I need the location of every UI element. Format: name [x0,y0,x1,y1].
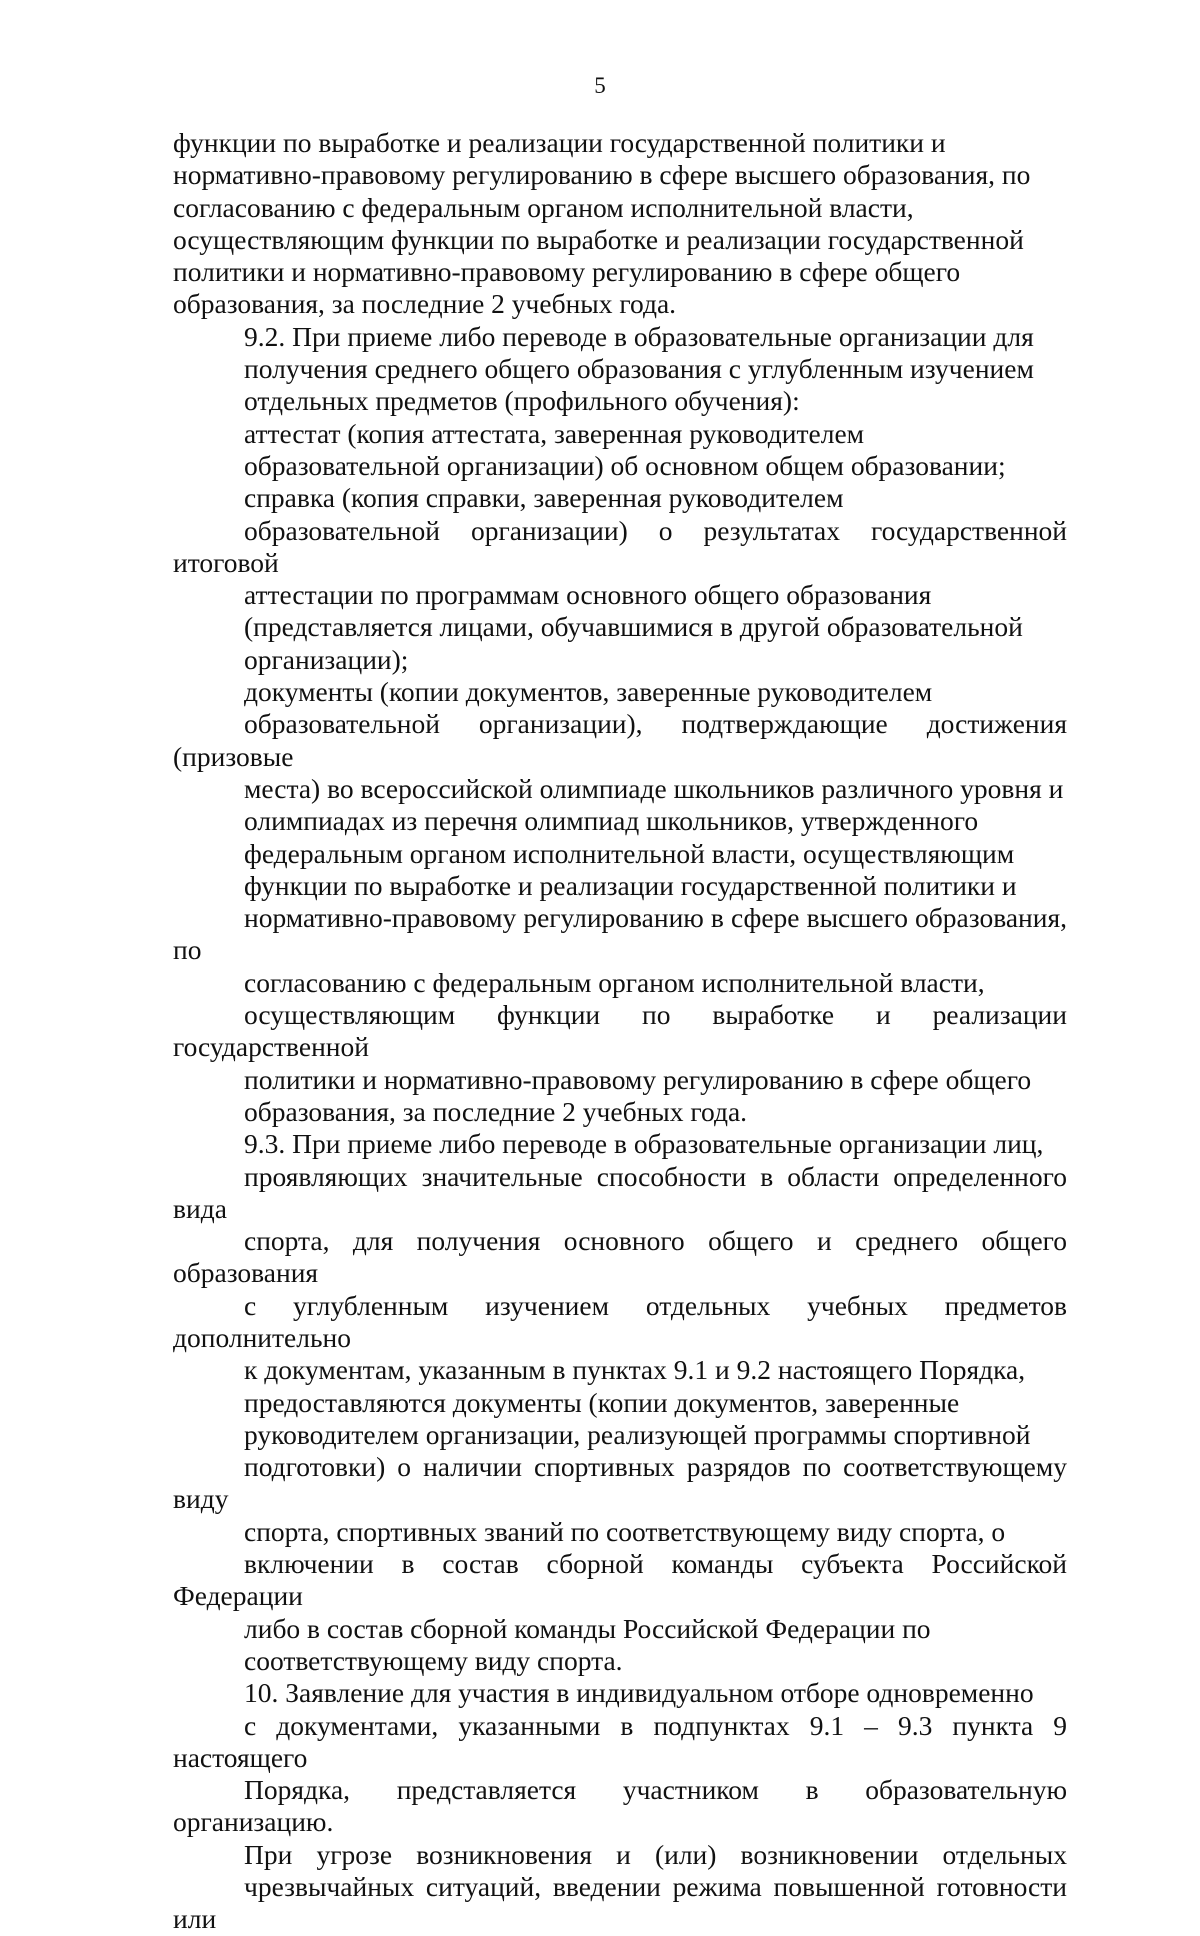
text-line: образовательной организации) об основном общем образовании; [244,449,1006,481]
text-line: включении в состав сборной команды субъекта Российской Федерации [173,1548,1067,1612]
page-number: 5 [594,73,606,98]
text-line: осуществляющим функции по выработке и реализации государственной [173,999,1067,1063]
paragraph-achievements [173,676,1067,1128]
text-line: политики и нормативно-правовому регулированию в сфере общего [244,1063,1032,1095]
text-line: нормативно-правовому регулированию в сфере высшего образования, по [173,159,1031,191]
text-line: отдельных предметов (профильного обучения): [244,385,800,417]
text-line: согласованию с федеральным органом исполнительной власти, [173,191,914,223]
text-line: нормативно-правовому регулированию в сфере высшего образования, по [173,902,1067,966]
text-line: согласованию с федеральным органом исполнительной власти, [244,966,985,998]
text-line: руководителем организации, реализующей программы спортивной [244,1418,1031,1450]
paragraph-10 [173,1677,1067,1838]
text-line: чрезвычайных ситуаций, введении режима повышенной готовности или [173,1871,1067,1935]
text-line: функции по выработке и реализации государственной политики и [173,127,946,158]
text-line: спорта, для получения основного общего и среднего общего образования [173,1225,1067,1289]
text-line: с документами, указанными в подпунктах 9.1 – 9.3 пункта 9 настоящего [173,1709,1067,1773]
text-line: (представляется лицами, обучавшимися в другой образовательной [244,611,1023,643]
text-line: 10. Заявление для участия в индивидуальном отборе одновременно [244,1677,1034,1709]
text-line: документы (копии документов, заверенные руководителем [244,676,933,708]
text-line: функции по выработке и реализации государственной политики и [244,869,1017,901]
text-line: получения среднего общего образования с углубленным изучением [244,353,1034,385]
text-line: аттестации по программам основного общего образования [244,579,932,611]
text-line: либо в состав сборной команды Российской Федерации по [244,1612,931,1644]
text-line: проявляющих значительные способности в области определенного вида [173,1160,1067,1224]
text-line: справка (копия справки, заверенная руководителем [244,482,844,514]
text-line: При угрозе возникновения и (или) возникновении отдельных [244,1838,1067,1870]
text-line: Порядка, представляется участником в образовательную организацию. [173,1774,1067,1838]
paragraph-9-3 [173,1128,1067,1677]
text-line: 9.3. При приеме либо переводе в образовательные организации лиц, [244,1128,1044,1160]
text-line: соответствующему виду спорта. [244,1644,623,1676]
document-body [173,127,1067,1936]
text-line: федеральным органом исполнительной власти, осуществляющим [244,837,1015,869]
text-line: олимпиадах из перечня олимпиад школьников, утвержденного [244,805,979,837]
text-line: образования, за последние 2 учебных года. [244,1095,748,1127]
text-line: образовательной организации) о результатах государственной итоговой [173,514,1067,578]
paragraph-certificate [173,418,1067,483]
text-line: с углубленным изучением отдельных учебных предметов дополнительно [173,1289,1067,1353]
paragraph-reference [173,482,1067,676]
text-line: аттестат (копия аттестата, заверенная руководителем [244,417,865,449]
text-line: подготовки) о наличии спортивных разрядов по соответствующему виду [173,1451,1067,1515]
paragraph-9-2 [173,321,1067,418]
text-line: места) во всероссийской олимпиаде школьников различного уровня и [244,772,1064,804]
text-line: к документам, указанным в пунктах 9.1 и 9.2 настоящего Порядка, [244,1354,1026,1386]
text-line: политики и нормативно-правовому регулированию в сфере общего [173,256,961,288]
text-line: организации); [244,643,409,675]
text-line: спорта, спортивных званий по соответствующему виду спорта, о [244,1515,1006,1547]
paragraph-higher-education-continuation [173,127,1067,321]
text-line: осуществляющим функции по выработке и реализации государственной [173,223,1024,255]
text-line: 9.2. При приеме либо переводе в образовательные организации для [244,320,1034,352]
text-line: образовательной организации), подтверждающие достижения (призовые [173,708,1067,772]
paragraph-emergency [173,1839,1067,1936]
text-line: образования, за последние 2 учебных года. [173,288,677,320]
text-line: предоставляются документы (копии документов, заверенные [244,1386,960,1418]
